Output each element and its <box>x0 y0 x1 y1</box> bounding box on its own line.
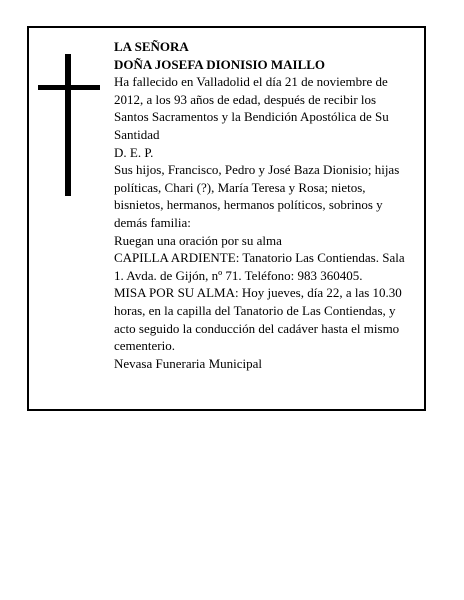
latin-cross-icon <box>38 54 100 196</box>
funeral-home: Nevasa Funeraria Municipal <box>114 355 263 371</box>
cross-vertical-bar <box>65 54 71 196</box>
chapel-details: CAPILLA ARDIENTE: Tanatorio Las Contiendas. Sala 1. Avda. de Gijón, nº 71. Teléfono: 983 360405. <box>114 250 405 283</box>
obituary-text <box>114 38 414 372</box>
cross-horizontal-bar <box>38 85 100 90</box>
rip-text: D. E. P. <box>114 144 154 160</box>
notice-title: LA SEÑORA <box>114 39 189 54</box>
mass-details: MISA POR SU ALMA: Hoy jueves, día 22, a las 10.30 horas, en la capilla del Tanatorio de Las Contiendas, y acto seguido la conducción del cadáver hasta el mismo cementerio. <box>114 285 402 354</box>
family-list: Sus hijos, Francisco, Pedro y José Baza Dionisio; hijas políticas, Chari (?), María Teresa y Rosa; nietos, bisnietos, hermanos, hermanos políticos, sobrinos y demás familia: <box>114 162 400 230</box>
deceased-name: DOÑA JOSEFA DIONISIO MAILLO <box>114 56 326 72</box>
prayer-request: Ruegan una oración por su alma <box>114 232 282 248</box>
death-announcement: Ha fallecido en Valladolid el día 21 de noviembre de 2012, a los 93 años de edad, después de recibir los Santos Sacramentos y la Bendición Apostólica de Su Santidad <box>114 74 389 142</box>
